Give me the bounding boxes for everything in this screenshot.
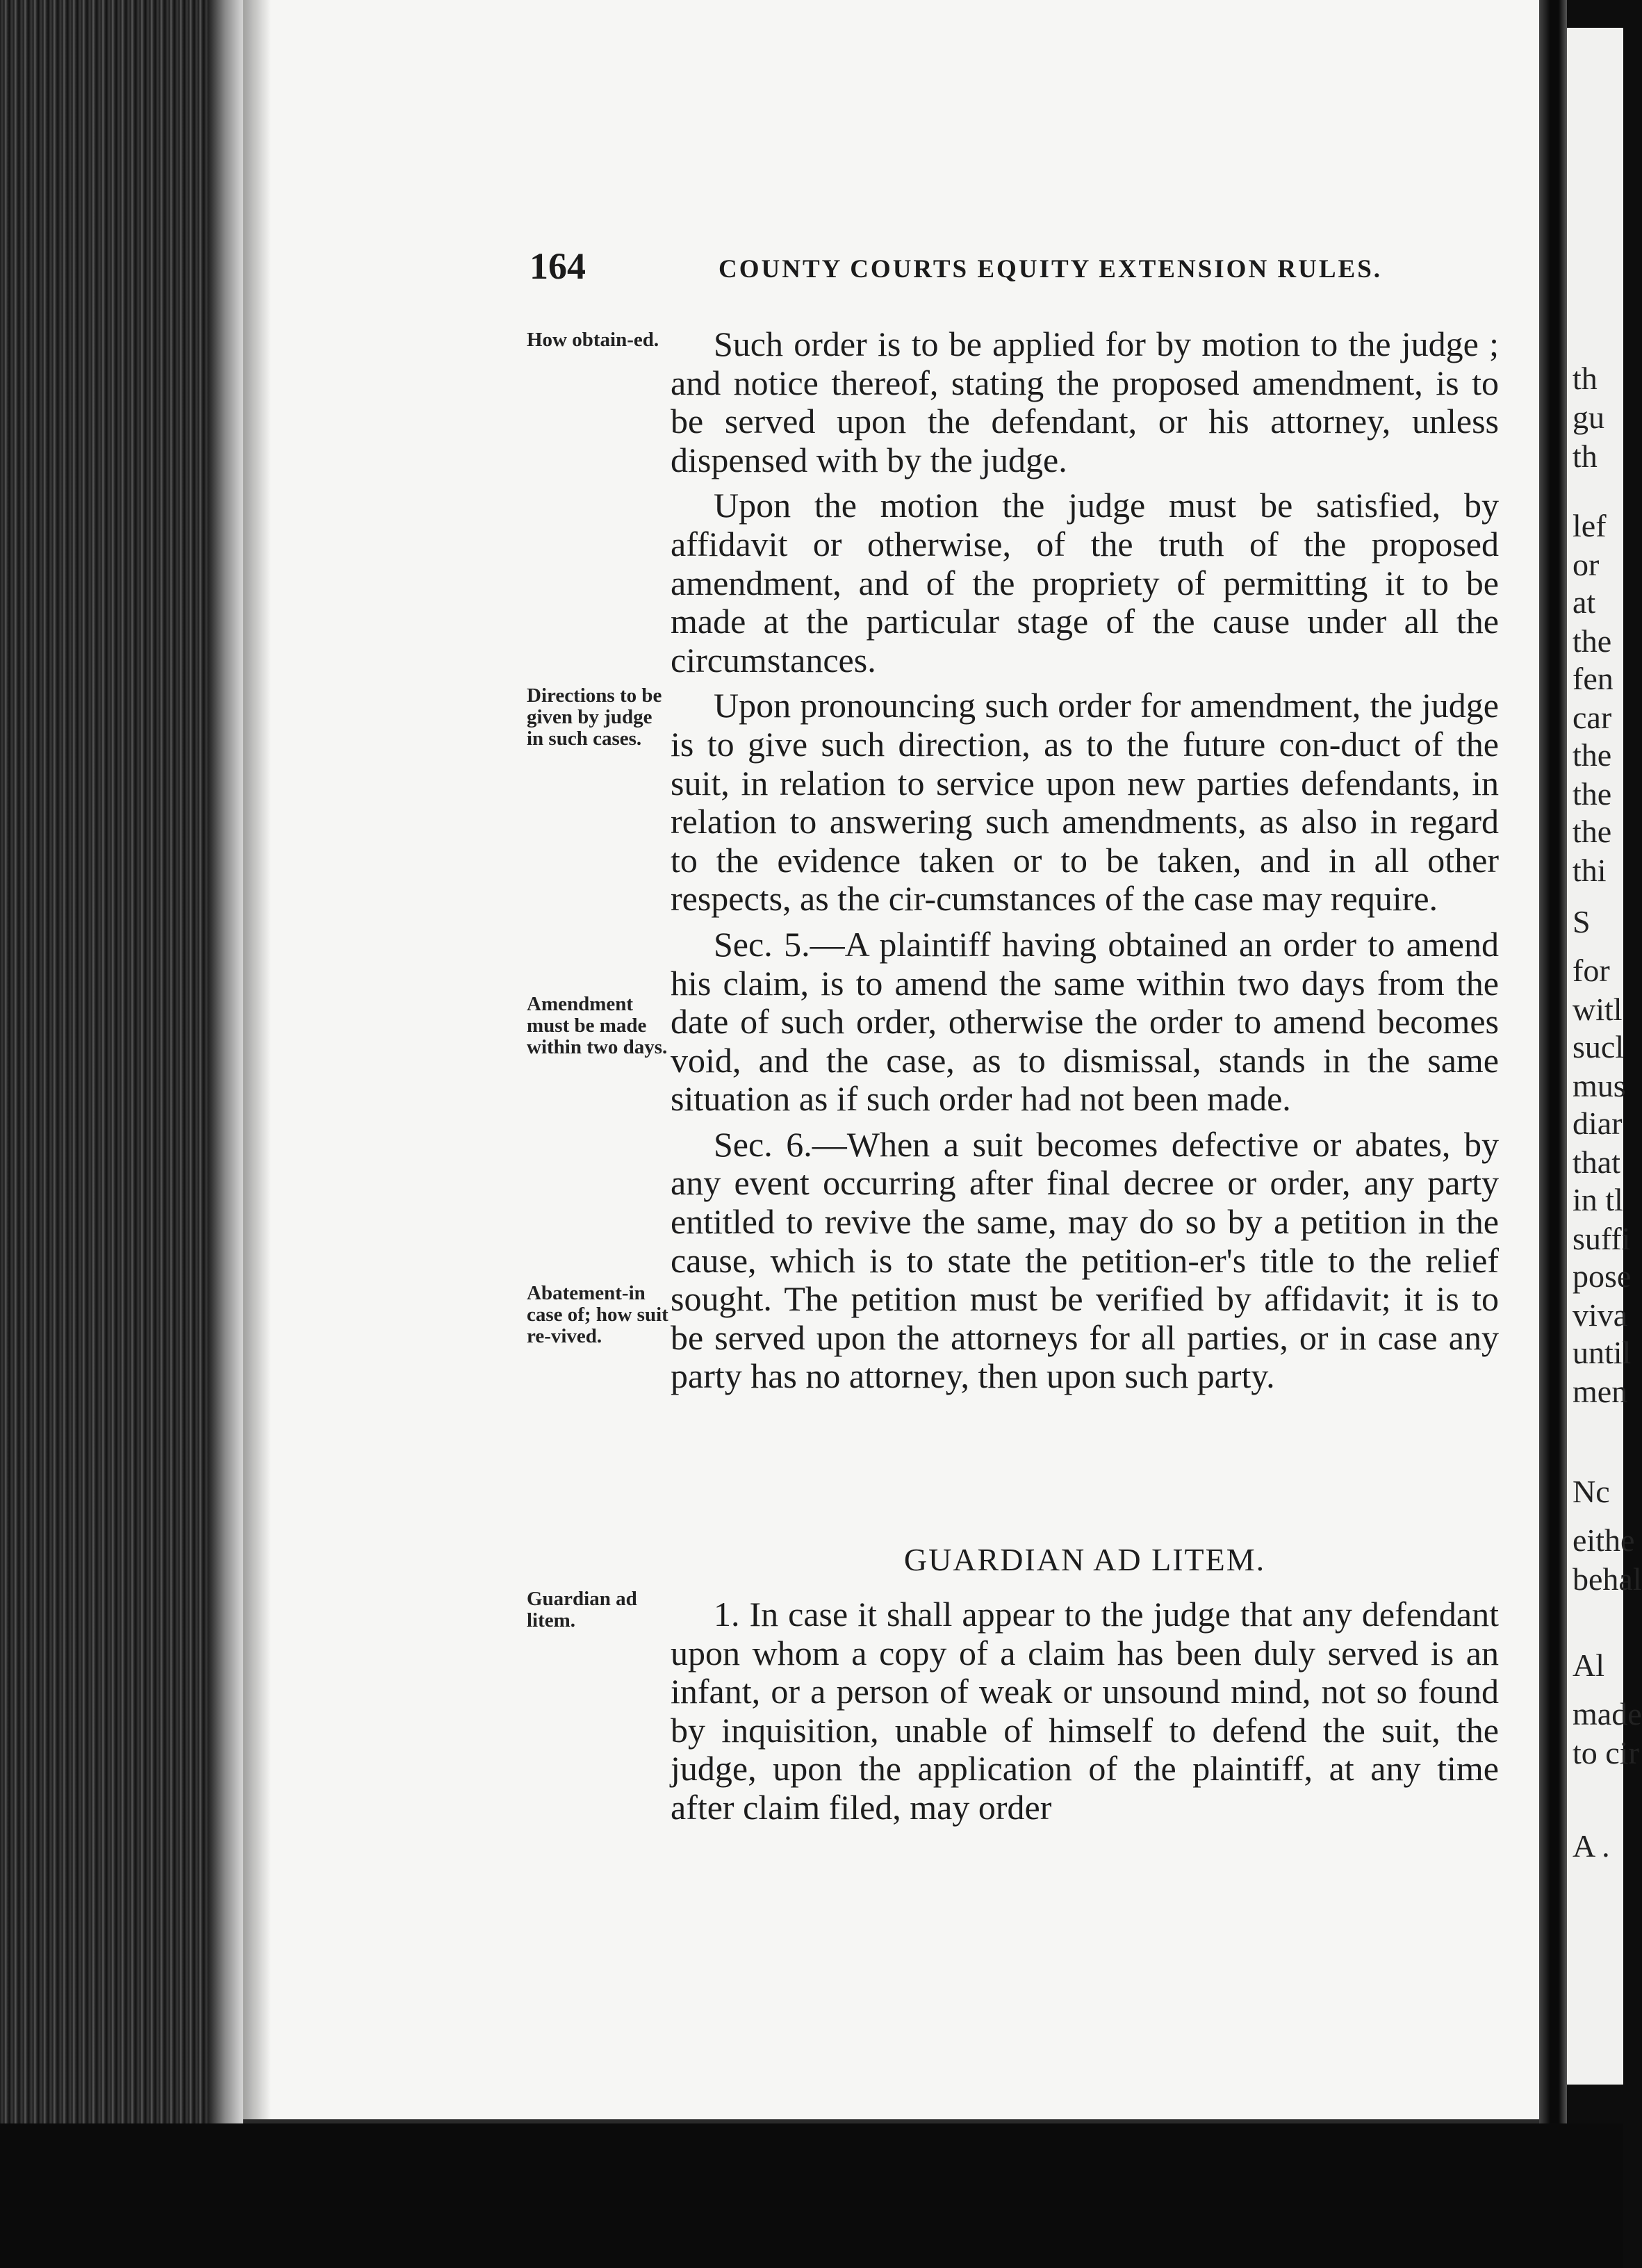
facing-page-text: made	[1573, 1696, 1642, 1732]
margin-note-directions: Directions to be given by judge in such cases.	[527, 684, 662, 750]
facing-page-text: the	[1573, 814, 1612, 849]
facing-page-text: for	[1573, 953, 1610, 988]
facing-page-text: Nc	[1573, 1474, 1610, 1509]
facing-page-text: eithe	[1573, 1522, 1635, 1558]
facing-page-text: A .	[1573, 1828, 1610, 1864]
paragraph: Sec. 5.—A plaintiff having obtained an order to amend his claim, is to amend the same within two days from the date of such order, otherwise the order to amend becomes void, and the case, as to dismissal, stands in the same situation as if such order had not been made.	[671, 924, 1499, 1119]
facing-page-text: thi	[1573, 853, 1607, 888]
facing-page-text: mus	[1573, 1068, 1626, 1103]
facing-page-text: that	[1573, 1144, 1620, 1180]
paragraph: Sec. 6.—When a suit becomes defective or abates, by any event occurring after final decree or order, any party entitled to revive the same, may do so by a petition in the cause, which is to state the petition-er's title to the relief sought. The petition must be verified by affidavit; it is to be served upon the attorneys for all parties, or in case any party has no attorney, then upon such party.	[671, 1124, 1499, 1396]
body-text-lower	[671, 1595, 1499, 1827]
facing-page-text: lef	[1573, 508, 1607, 543]
facing-page-text: the	[1573, 623, 1612, 659]
facing-page-text: gu	[1573, 400, 1604, 435]
facing-page-text: fen	[1573, 661, 1614, 696]
facing-page-text: the	[1573, 737, 1612, 773]
facing-page-text: S	[1573, 904, 1591, 939]
scan-background	[0, 2123, 1623, 2268]
body-text-upper	[671, 325, 1499, 1396]
facing-page-text: th	[1573, 361, 1598, 396]
facing-page-text: the	[1573, 776, 1612, 812]
facing-page-text: diar	[1573, 1106, 1623, 1141]
facing-page-text: at	[1573, 584, 1596, 620]
facing-page-text: th	[1573, 438, 1598, 474]
facing-page-text: pose	[1573, 1258, 1632, 1294]
margin-note-how-obtained: How obtain-ed.	[527, 329, 659, 351]
facing-page-text: until	[1573, 1335, 1632, 1370]
facing-page-text: viva	[1573, 1297, 1628, 1333]
margin-note-abatement: Abatement-in case of; how suit re-vived.	[527, 1282, 668, 1347]
paragraph: Such order is to be applied for by motion to the judge ; and notice thereof, stating the proposed amendment, is to be served upon the defendant, or his attorney, unless dispensed with by the judge.	[671, 324, 1499, 479]
margin-note-guardian: Guardian ad litem.	[527, 1588, 637, 1632]
book-gutter	[1539, 0, 1567, 2268]
page-shadow	[243, 0, 271, 2119]
facing-page-text: sucl	[1573, 1029, 1625, 1065]
facing-page-text: behal	[1573, 1561, 1642, 1597]
paragraph: Upon pronouncing such order for amendment, the judge is to give such direction, as to the future con-duct of the suit, in relation to service upon new parties defendants, in relation to answering such amendments, as also in regard to the evidence taken or to be taken, and in all other respects, as the cir-cumstances of the case may require.	[671, 686, 1499, 919]
paragraph: 1. In case it shall appear to the judge that any defendant upon whom a copy of a claim has been duly served is an infant, or a person of weak or unsound mind, not so found by inquisition, unable of himself to defend the suit, the judge, upon the application of the plaintiff, at any time after claim filed, may order	[671, 1595, 1499, 1827]
facing-page-text: Al	[1573, 1647, 1604, 1683]
facing-page-text: or	[1573, 547, 1600, 582]
facing-page-text: car	[1573, 700, 1612, 735]
facing-page-text: in tl	[1573, 1182, 1623, 1217]
facing-page-text: suffi	[1573, 1221, 1631, 1256]
running-title: COUNTY COURTS EQUITY EXTENSION RULES.	[719, 255, 1383, 284]
page-number: 164	[529, 245, 586, 287]
facing-page-fragment	[1567, 28, 1642, 2085]
facing-page-text: to cir	[1573, 1735, 1639, 1770]
facing-page-text: witl	[1573, 992, 1623, 1027]
paragraph: Upon the motion the judge must be satisfied, by affidavit or otherwise, of the truth of the proposed amendment, and of the propriety of permitting it to be made at the particular stage of the cause under all the circumstances.	[671, 486, 1499, 680]
margin-note-amendment: Amendment must be made within two days.	[527, 993, 668, 1058]
section-heading: GUARDIAN AD LITEM.	[903, 1542, 1266, 1577]
facing-page-text: men	[1573, 1374, 1628, 1409]
